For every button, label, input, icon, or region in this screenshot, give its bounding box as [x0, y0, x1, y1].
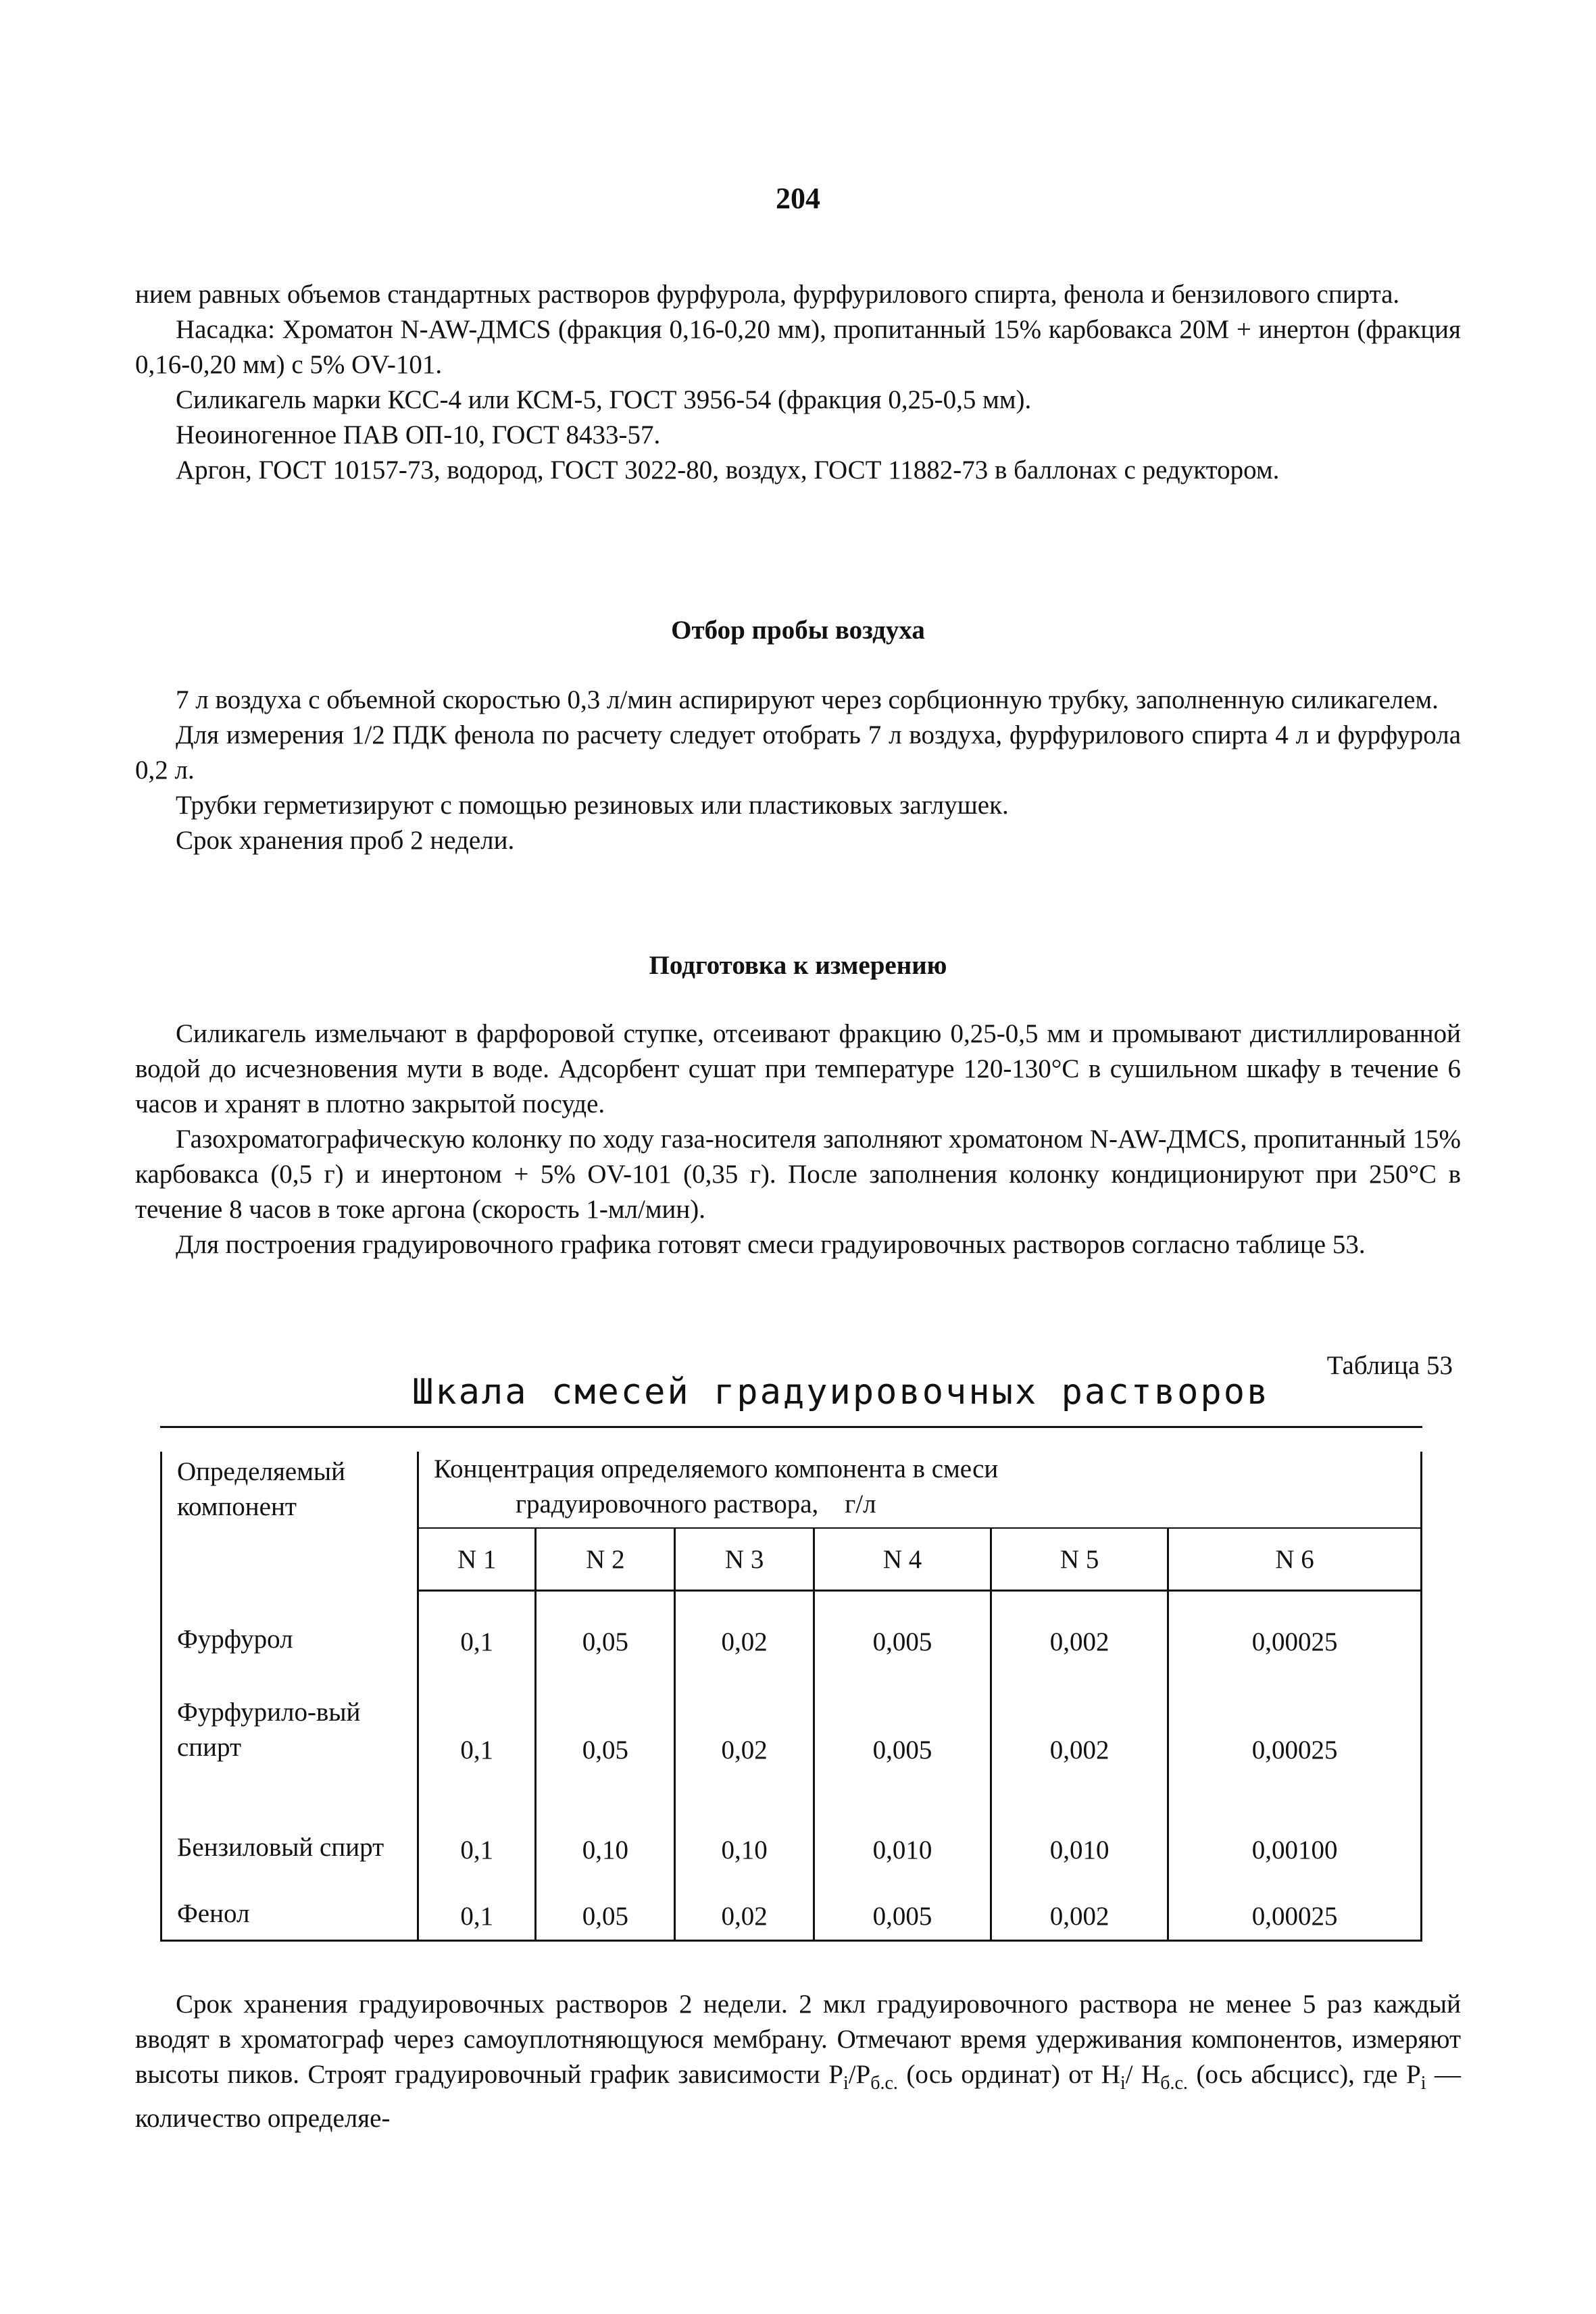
closing-text: Срок хранения градуировочных растворов 2 недели. 2 мкл градуировочного раствора не менее 5 раз каждый вводят в хроматограф через самоуплотняющуюся мембрану. Отмечают время удерживания компонентов, измеряют высоты пиков. Строят градуировочный график зависимости P: [135, 1990, 1461, 2089]
table-title: Шкала смесей градуировочных растворов: [412, 1372, 1270, 1412]
section-heading-preparation: Подготовка к измерению: [649, 951, 947, 980]
calibration-table: [160, 1452, 1422, 1942]
sampling-paragraph: Срок хранения проб 2 недели.: [176, 826, 515, 855]
closing-text: (ось ординат) от H: [897, 2060, 1120, 2089]
preparation-paragraph: Для построения градуировочного графика готовят смеси градуировочных растворов согласно таблице 53.: [176, 1230, 1366, 1259]
cell-value: 0,010: [991, 1773, 1168, 1873]
closing-text: / H: [1125, 2060, 1161, 2089]
intro-paragraph: Силикагель марки КСС-4 или КСМ-5, ГОСТ 3956-54 (фракция 0,25-0,5 мм).: [176, 385, 1032, 414]
cell-value: 0,02: [675, 1873, 814, 1941]
row-component: Фенол: [161, 1873, 418, 1941]
column-header: N 5: [991, 1528, 1168, 1591]
header-conc-line2: [431, 1487, 1408, 1522]
column-header: N 6: [1168, 1528, 1422, 1591]
header-conc-line1: Концентрация определяемого компонента в смеси: [434, 1454, 999, 1483]
table-row: [161, 1773, 1422, 1873]
subscript: i: [1420, 2072, 1426, 2094]
preparation-block: [135, 1016, 1461, 1262]
header-unit: г/л: [845, 1490, 876, 1519]
sampling-paragraph: Для измерения 1/2 ПДК фенола по расчету следует отобрать 7 л воздуха, фурфурилового спирта 4 л и фурфурола 0,2 л.: [135, 720, 1461, 785]
cell-value: 0,1: [418, 1591, 536, 1665]
intro-paragraph: нием равных объемов стандартных растворов фурфурола, фурфурилового спирта, фенола и бензилового спирта.: [135, 280, 1400, 309]
cell-value: 0,10: [536, 1773, 675, 1873]
closing-text: /P: [848, 2060, 871, 2089]
subscript: i: [843, 2072, 849, 2094]
subscript: б.с.: [870, 2072, 898, 2094]
header-concentration: [418, 1452, 1422, 1528]
closing-text: (ось абсцисс), где P: [1187, 2060, 1421, 2089]
cell-value: 0,00025: [1168, 1873, 1422, 1941]
preparation-paragraph: Силикагель измельчают в фарфоровой ступке, отсеивают фракцию 0,25-0,5 мм и промывают дистиллированной водой до исчезновения мути в воде. Адсорбент сушат при температуре 120-130°С в сушильном шкафу в течение 6 часов и хранят в плотно закрытой посуде.: [135, 1019, 1461, 1118]
subscript: б.с.: [1160, 2072, 1188, 2094]
closing-paragraph: [135, 1987, 1461, 2136]
table-label: Таблица 53: [1326, 1351, 1453, 1380]
table-top-rule: [160, 1426, 1422, 1428]
cell-value: 0,005: [814, 1665, 991, 1773]
intro-paragraph: Насадка: Хроматон N-AW-ДМCS (фракция 0,16-0,20 мм), пропитанный 15% карбовакса 20М + инертон (фракция 0,16-0,20 мм) с 5% OV-101.: [135, 315, 1461, 379]
cell-value: 0,00100: [1168, 1773, 1422, 1873]
cell-value: 0,010: [814, 1773, 991, 1873]
intro-paragraph: Неоиногенное ПАВ ОП-10, ГОСТ 8433-57.: [176, 420, 661, 449]
cell-value: 0,002: [991, 1665, 1168, 1773]
table-row: [161, 1873, 1422, 1941]
section-heading-sampling: Отбор пробы воздуха: [671, 616, 925, 645]
row-component: Бензиловый спирт: [161, 1773, 418, 1873]
cell-value: 0,1: [418, 1773, 536, 1873]
preparation-paragraph: Газохроматографическую колонку по ходу газа-носителя заполняют хроматоном N-AW-ДМCS, пропитанный 15% карбовакса (0,5 г) и инертоном + 5% OV-101 (0,35 г). После заполнения колонку кондиционируют при 250°С в течение 8 часов в токе аргона (скорость 1-мл/мин).: [135, 1125, 1461, 1224]
cell-value: 0,002: [991, 1591, 1168, 1665]
header-conc-text: градуировочного раствора,: [516, 1490, 819, 1519]
cell-value: 0,10: [675, 1773, 814, 1873]
cell-value: 0,02: [675, 1665, 814, 1773]
row-component: Фурфурол: [161, 1591, 418, 1665]
cell-value: 0,002: [991, 1873, 1168, 1941]
cell-value: 0,05: [536, 1665, 675, 1773]
column-header: N 3: [675, 1528, 814, 1591]
sampling-paragraph: 7 л воздуха с объемной скоростью 0,3 л/мин аспирируют через сорбционную трубку, заполненную силикагелем.: [176, 685, 1439, 714]
closing-block: [135, 1987, 1461, 2136]
column-header: N 4: [814, 1528, 991, 1591]
table-row: [161, 1665, 1422, 1773]
intro-paragraph: Аргон, ГОСТ 10157-73, водород, ГОСТ 3022-80, воздух, ГОСТ 11882-73 в баллонах с редуктором.: [176, 456, 1280, 485]
column-header: N 2: [536, 1528, 675, 1591]
cell-value: 0,00025: [1168, 1591, 1422, 1665]
subscript: i: [1120, 2072, 1126, 2094]
cell-value: 0,005: [814, 1873, 991, 1941]
sampling-paragraph: Трубки герметизируют с помощью резиновых или пластиковых заглушек.: [176, 791, 1009, 820]
table-row: [161, 1591, 1422, 1665]
cell-value: 0,1: [418, 1665, 536, 1773]
row-component: Фурфурило-вый спирт: [161, 1665, 418, 1773]
intro-block: [135, 277, 1461, 488]
column-header: N 1: [418, 1528, 536, 1591]
cell-value: 0,05: [536, 1591, 675, 1665]
cell-value: 0,00025: [1168, 1665, 1422, 1773]
cell-value: 0,1: [418, 1873, 536, 1941]
page-number: 204: [776, 182, 820, 215]
sampling-block: [135, 683, 1461, 858]
cell-value: 0,02: [675, 1591, 814, 1665]
closing-text: — количество определяе-: [135, 2060, 1462, 2133]
cell-value: 0,005: [814, 1591, 991, 1665]
table-header-row: [161, 1452, 1422, 1528]
cell-value: 0,05: [536, 1873, 675, 1941]
header-component: Определяемый компонент: [161, 1452, 418, 1591]
